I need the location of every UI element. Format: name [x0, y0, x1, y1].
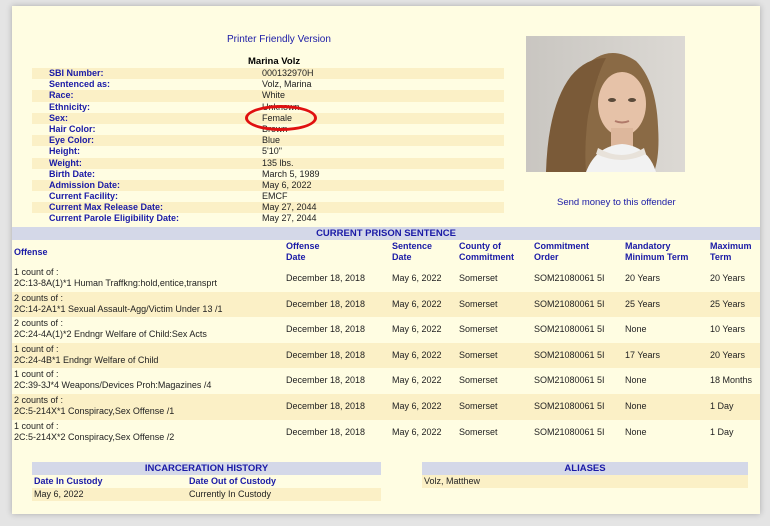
- col-max-term: [710, 241, 752, 263]
- offender-info-list: [32, 68, 504, 225]
- info-label: Ethnicity:: [49, 101, 91, 112]
- row-commitment-order: SOM21080061 5I: [534, 273, 605, 283]
- info-row-weight: [32, 158, 504, 169]
- row-max-term: 1 Day: [710, 400, 734, 411]
- history-title: INCARCERATION HISTORY: [32, 462, 381, 475]
- info-value: May 27, 2044: [262, 202, 317, 213]
- aliases-title: ALIASES: [422, 462, 748, 475]
- row-sentence-date: May 6, 2022: [392, 426, 442, 437]
- row-offense: 2C:5-214X*1 Conspiracy,Sex Offense /1: [14, 405, 175, 416]
- row-commitment-order: SOM21080061 5I: [534, 375, 605, 386]
- info-label: Birth Date:: [49, 168, 96, 179]
- row-max-term: 18 Months: [710, 375, 753, 386]
- current-prison-sentence-table: [12, 227, 760, 445]
- row-commitment-order: SOM21080061 5I: [534, 349, 605, 360]
- table-row: [12, 317, 760, 343]
- row-max-term: 10 Years: [710, 324, 746, 335]
- sentence-table-header: [12, 240, 760, 266]
- row-min-term: 20 Years: [625, 273, 661, 283]
- info-label: Weight:: [49, 157, 82, 168]
- row-county: Somerset: [459, 324, 498, 335]
- info-label: Current Parole Eligibility Date:: [49, 213, 180, 224]
- info-value: Brown: [262, 123, 288, 134]
- row-min-term: None: [625, 324, 647, 335]
- col-offense-date: [286, 241, 320, 263]
- row-county: Somerset: [459, 298, 498, 309]
- row-offense-date: December 18, 2018: [286, 298, 366, 309]
- info-value: May 27, 2044: [262, 213, 317, 224]
- info-value: Blue: [262, 135, 281, 146]
- row-min-term: None: [625, 400, 647, 411]
- info-row-race: [32, 90, 504, 101]
- info-label: SBI Number:: [49, 68, 104, 78]
- col-county: [459, 241, 514, 263]
- row-count: 2 counts of :: [14, 394, 64, 405]
- info-label: Height:: [49, 146, 80, 157]
- info-row-birth-date: [32, 169, 504, 180]
- col-order-line1: Commitment: [534, 241, 590, 251]
- table-row: [12, 394, 760, 420]
- row-max-term: 1 Day: [710, 426, 734, 437]
- row-offense-date: December 18, 2018: [286, 324, 366, 335]
- info-row-current-facility: [32, 191, 504, 202]
- row-commitment-order: SOM21080061 5I: [534, 426, 605, 437]
- send-money-link[interactable]: Send money to this offender: [557, 197, 676, 208]
- row-commitment-order: SOM21080061 5I: [534, 324, 605, 335]
- row-count: 1 count of :: [14, 369, 59, 380]
- row-sentence-date: May 6, 2022: [392, 273, 442, 283]
- row-county: Somerset: [459, 349, 498, 360]
- row-county: Somerset: [459, 400, 498, 411]
- col-offense-date-line2: Date: [286, 252, 306, 262]
- row-offense: 2C:39-3J*4 Weapons/Devices Proh:Magazines /4: [14, 380, 212, 391]
- info-value: EMCF: [262, 191, 288, 202]
- row-sentence-date: May 6, 2022: [392, 375, 442, 386]
- row-count: 1 count of :: [14, 343, 59, 354]
- row-county: Somerset: [459, 273, 498, 283]
- row-count: 2 counts of :: [14, 318, 64, 329]
- row-max-term: 20 Years: [710, 349, 746, 360]
- row-min-term: None: [625, 426, 647, 437]
- info-row-parole-eligibility-date: [32, 213, 504, 224]
- row-offense: 2C:14-2A1*1 Sexual Assault-Agg/Victim Under 13 /1: [14, 303, 223, 314]
- info-value: May 6, 2022: [262, 179, 312, 190]
- row-offense-date: December 18, 2018: [286, 349, 366, 360]
- printer-friendly-link[interactable]: Printer Friendly Version: [227, 34, 331, 45]
- info-value: Unknown: [262, 101, 300, 112]
- col-date-out: Date Out of Custody: [189, 476, 276, 486]
- info-label: Sentenced as:: [49, 79, 111, 90]
- info-value: Female: [262, 112, 293, 123]
- col-min-term-line2: Minimum Term: [625, 252, 689, 262]
- col-offense-date-line1: Offense: [286, 241, 320, 251]
- row-count: 2 counts of :: [14, 292, 64, 303]
- table-row: [12, 368, 760, 394]
- row-offense: 2C:24-4B*1 Endngr Welfare of Child: [14, 354, 159, 365]
- alias-item: Volz, Matthew: [422, 475, 748, 488]
- info-row-eye-color: [32, 135, 504, 146]
- row-commitment-order: SOM21080061 5I: [534, 298, 605, 309]
- col-sentence-date-line1: Sentence: [392, 241, 433, 251]
- row-min-term: None: [625, 375, 647, 386]
- row-min-term: 25 Years: [625, 298, 661, 309]
- row-county: Somerset: [459, 426, 498, 437]
- row-min-term: 17 Years: [625, 349, 661, 360]
- history-row: [32, 488, 381, 501]
- row-sentence-date: May 6, 2022: [392, 349, 442, 360]
- row-count: 1 count of :: [14, 420, 59, 431]
- row-county: Somerset: [459, 375, 498, 386]
- info-row-admission-date: [32, 180, 504, 191]
- col-county-line2: Commitment: [459, 252, 515, 262]
- table-row: [12, 292, 760, 318]
- sentence-table-title: CURRENT PRISON SENTENCE: [12, 227, 760, 240]
- row-offense: 2C:13-8A(1)*1 Human Traffkng:hold,entice,transprt: [14, 278, 217, 288]
- row-max-term: 20 Years: [710, 273, 746, 283]
- history-header: [32, 475, 381, 488]
- info-label: Admission Date:: [49, 179, 121, 190]
- info-value: Volz, Marina: [262, 79, 312, 90]
- info-row-sentenced-as: [32, 79, 504, 90]
- table-row: [12, 343, 760, 369]
- aliases-table: [422, 462, 748, 488]
- info-label: Current Max Release Date:: [49, 202, 164, 213]
- row-sentence-date: May 6, 2022: [392, 324, 442, 335]
- col-county-line1: County of: [459, 241, 501, 251]
- offender-details-page: [12, 6, 760, 514]
- col-sentence-date: [392, 241, 432, 263]
- col-max-term-line2: Term: [710, 252, 732, 262]
- info-value: 5'10": [262, 146, 282, 157]
- row-sentence-date: May 6, 2022: [392, 400, 442, 411]
- history-date-out: Currently In Custody: [189, 489, 272, 499]
- history-date-in: May 6, 2022: [34, 489, 84, 499]
- row-offense-date: December 18, 2018: [286, 426, 366, 437]
- col-offense: Offense: [14, 247, 48, 257]
- sex-highlight-circle: [245, 105, 317, 131]
- info-label: Race:: [49, 90, 74, 101]
- info-value: 135 lbs.: [262, 157, 294, 168]
- info-row-sbi: [32, 68, 504, 79]
- info-row-max-release-date: [32, 202, 504, 213]
- row-max-term: 25 Years: [710, 298, 746, 309]
- mugshot-image: [526, 36, 685, 172]
- info-value: March 5, 1989: [262, 168, 320, 179]
- table-row: [12, 420, 760, 446]
- row-offense: 2C:24-4A(1)*2 Endngr Welfare of Child:Sex Acts: [14, 329, 207, 340]
- row-commitment-order: SOM21080061 5I: [534, 400, 605, 411]
- col-commitment-order: [534, 241, 589, 263]
- col-order-line2: Order: [534, 252, 559, 262]
- sentence-rows: [12, 266, 760, 445]
- info-label: Current Facility:: [49, 191, 119, 202]
- incarceration-history-table: [32, 462, 381, 501]
- col-min-term: [625, 241, 688, 263]
- row-offense-date: December 18, 2018: [286, 273, 366, 283]
- row-sentence-date: May 6, 2022: [392, 298, 442, 309]
- col-sentence-date-line2: Date: [392, 252, 412, 262]
- col-date-in: Date In Custody: [34, 476, 103, 486]
- offender-photo: [526, 36, 685, 172]
- info-value: White: [262, 90, 286, 101]
- row-offense: 2C:5-214X*2 Conspiracy,Sex Offense /2: [14, 431, 175, 442]
- info-row-height: [32, 146, 504, 157]
- info-label: Hair Color:: [49, 123, 96, 134]
- row-count: 1 count of :: [14, 267, 59, 277]
- offender-name: Marina Volz: [248, 56, 301, 67]
- row-offense-date: December 18, 2018: [286, 375, 366, 386]
- col-max-term-line1: Maximum: [710, 241, 752, 251]
- info-label: Sex:: [49, 112, 69, 123]
- info-label: Eye Color:: [49, 135, 95, 146]
- info-value: 000132970H: [262, 68, 314, 78]
- col-min-term-line1: Mandatory: [625, 241, 671, 251]
- table-row: [12, 266, 760, 292]
- row-offense-date: December 18, 2018: [286, 400, 366, 411]
